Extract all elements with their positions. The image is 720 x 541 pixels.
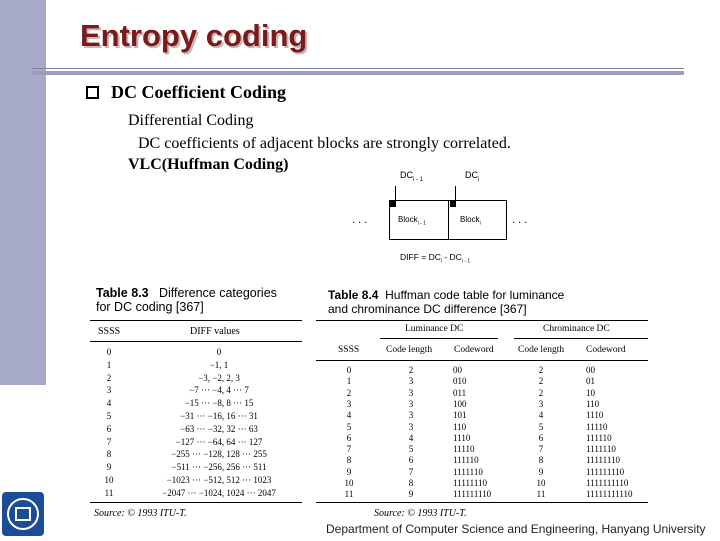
table2-cell: 111111110 [453,489,492,500]
table2-cell: 4 [538,410,544,421]
table2-cell: 11110 [586,421,608,432]
bullet-square-icon [86,86,99,99]
table2-source: Source: © 1993 ITU-T. [374,508,467,519]
table1-cell: 8 [106,449,112,460]
table2-cell: 110 [586,398,600,409]
left-accent-bar [0,0,46,385]
dc-prev-label: $DC_{i - 1}$ [400,170,424,183]
table2-cell: 111110 [586,432,612,443]
table1-cell: −511 ··· −256, 256 ··· 511 [171,462,267,473]
dots-right: . . . [512,214,528,226]
table1-cell: −1, 1 [209,359,229,370]
table2-cell: 1110 [453,432,471,443]
table2-cell: 110 [453,421,467,432]
table1-cell: 2 [106,372,112,383]
table2-cell: 1111110 [453,466,483,477]
table2-header-lum-length: Code length [386,345,433,355]
table1-cell: 4 [106,398,112,409]
table2-cell: 9 [346,466,352,477]
table2-cell: 00 [453,365,462,375]
table2-cell: 3 [408,398,414,409]
table2-cell: 11 [536,489,546,500]
dc-cur-label: $DC_i$ [465,170,480,183]
table2-cell: 10 [586,387,595,398]
block-cur: Block$_i$ [460,215,481,227]
table1-caption: Table 8.3 Difference categories for DC coding [367] [96,286,277,314]
table2-cell: 1111111110 [586,478,629,488]
table2-cell: 3 [408,387,414,398]
line-dc-correlated: DC coefficients of adjacent blocks are strongly correlated. [138,135,511,152]
bullet-text: DC Coefficient Coding [111,82,286,102]
university-logo-icon [2,492,44,536]
table1-cell: 11 [104,487,114,498]
table2-cell: 11111110 [586,455,620,466]
table2-cell: 1111110 [586,444,616,455]
block-row [389,200,507,240]
table2-cell: 2 [538,376,544,387]
table2-header-chr-length: Code length [518,345,565,355]
table2-cell: 100 [453,398,467,409]
table2-cell: 4 [408,432,414,443]
table1-cell: 1 [106,359,112,370]
table1-cell: −7 ··· −4, 4 ··· 7 [189,385,249,396]
table2-cell: 9 [408,489,414,500]
table2-cell: 3 [346,398,352,409]
table2-cell: 6 [538,432,544,443]
table1-cell: −15 ··· −8, 8 ··· 15 [184,398,254,409]
table2-cell: 9 [538,466,544,477]
table2-cell: 1 [346,376,352,387]
table2-cell: 10 [536,478,546,488]
table2-cell: 011 [453,387,467,398]
table2-cell: 01 [586,376,595,387]
table1-cell: 9 [106,462,112,473]
table2-cell: 3 [408,421,414,432]
table1-cell: 10 [104,475,114,485]
table1-cell: −255 ··· −128, 128 ··· 255 [171,449,267,460]
table2-cell: 11111110 [453,478,487,488]
table1-cell: 0 [106,347,112,357]
table2-cell: 11110 [453,444,475,455]
table1-cell: 3 [106,385,112,396]
table2-group-chrominance: Chrominance DC [543,324,610,334]
table1-cell: −3, −2, 2, 3 [198,372,240,383]
table2-cell: 7 [408,466,414,477]
footer-department: Department of Computer Science and Engineering, Hanyang University [326,522,706,536]
table2-cell: 5 [408,444,414,455]
table2-cell: 7 [538,444,544,455]
line-differential-coding: Differential Coding [128,112,254,129]
table2-cell: 5 [538,421,544,432]
table1-cell: −127 ··· −64, 64 ··· 127 [175,436,263,447]
table1-cell: 5 [106,411,112,421]
table2-cell: 3 [408,410,414,421]
table1-cell: −31 ··· −16, 16 ··· 31 [180,411,258,421]
table2-cell: 2 [538,387,544,398]
line-vlc: VLC(Huffman Coding) [128,156,289,173]
table2-cell: 2 [538,365,544,375]
table1-cell: −1023 ··· −512, 512 ··· 1023 [166,475,272,485]
table2-cell: 6 [346,432,352,443]
table2-cell: 3 [408,376,414,387]
table2-cell: 010 [453,376,467,387]
table2-caption: Table 8.4 Huffman code table for luminance and chrominance DC difference [367] [328,288,565,316]
table2-cell: 11 [344,489,354,500]
table1-cell: −2047 ··· −1024, 1024 ··· 2047 [162,487,276,498]
table2-group-luminance: Luminance DC [405,324,464,334]
table2-cell: 00 [586,365,595,375]
table2-cell: 2 [346,387,352,398]
table1-header-ssss: SSSS [98,326,121,337]
table1-cell: −63 ··· −32, 32 ··· 63 [180,423,258,434]
title-rule-top [32,68,684,69]
table2-cell: 8 [346,455,352,466]
table1-source: Source: © 1993 ITU-T. [94,508,187,519]
table2-cell: 8 [538,455,544,466]
table1-cell: 6 [106,423,112,434]
block-prev: Block$_{i - 1}$ [398,215,426,227]
table2-cell: 0 [346,365,352,375]
dots-left: . . . [352,214,368,226]
table2-header-lum-codeword: Codeword [454,345,494,355]
table2-cell: 4 [346,410,352,421]
table2-cell: 101 [453,410,467,421]
table2-cell: 3 [538,398,544,409]
table1-cell: 7 [106,436,112,447]
diff-formula: DIFF = $DC_i - DC_{i - 1}$ [400,252,471,265]
table2-cell: 8 [408,478,414,488]
table2-cell: 11111111110 [586,489,633,500]
table2-cell: 7 [346,444,352,455]
title-rule [32,71,684,75]
table2-header-chr-codeword: Codeword [586,345,626,355]
table1-header-diff: DIFF values [190,326,240,337]
slide-title: Entropy coding [80,18,308,53]
table2-header-ssss: SSSS [338,345,360,355]
table1-cell: 0 [216,347,222,357]
table2-cell: 1110 [586,410,604,421]
table2-cell: 111110 [453,455,479,466]
table2-cell: 5 [346,421,352,432]
table2-cell: 6 [408,455,414,466]
table2-cell: 10 [344,478,354,488]
table2-cell: 111111110 [586,466,625,477]
bullet-item [86,82,286,103]
table2-cell: 2 [408,365,414,375]
